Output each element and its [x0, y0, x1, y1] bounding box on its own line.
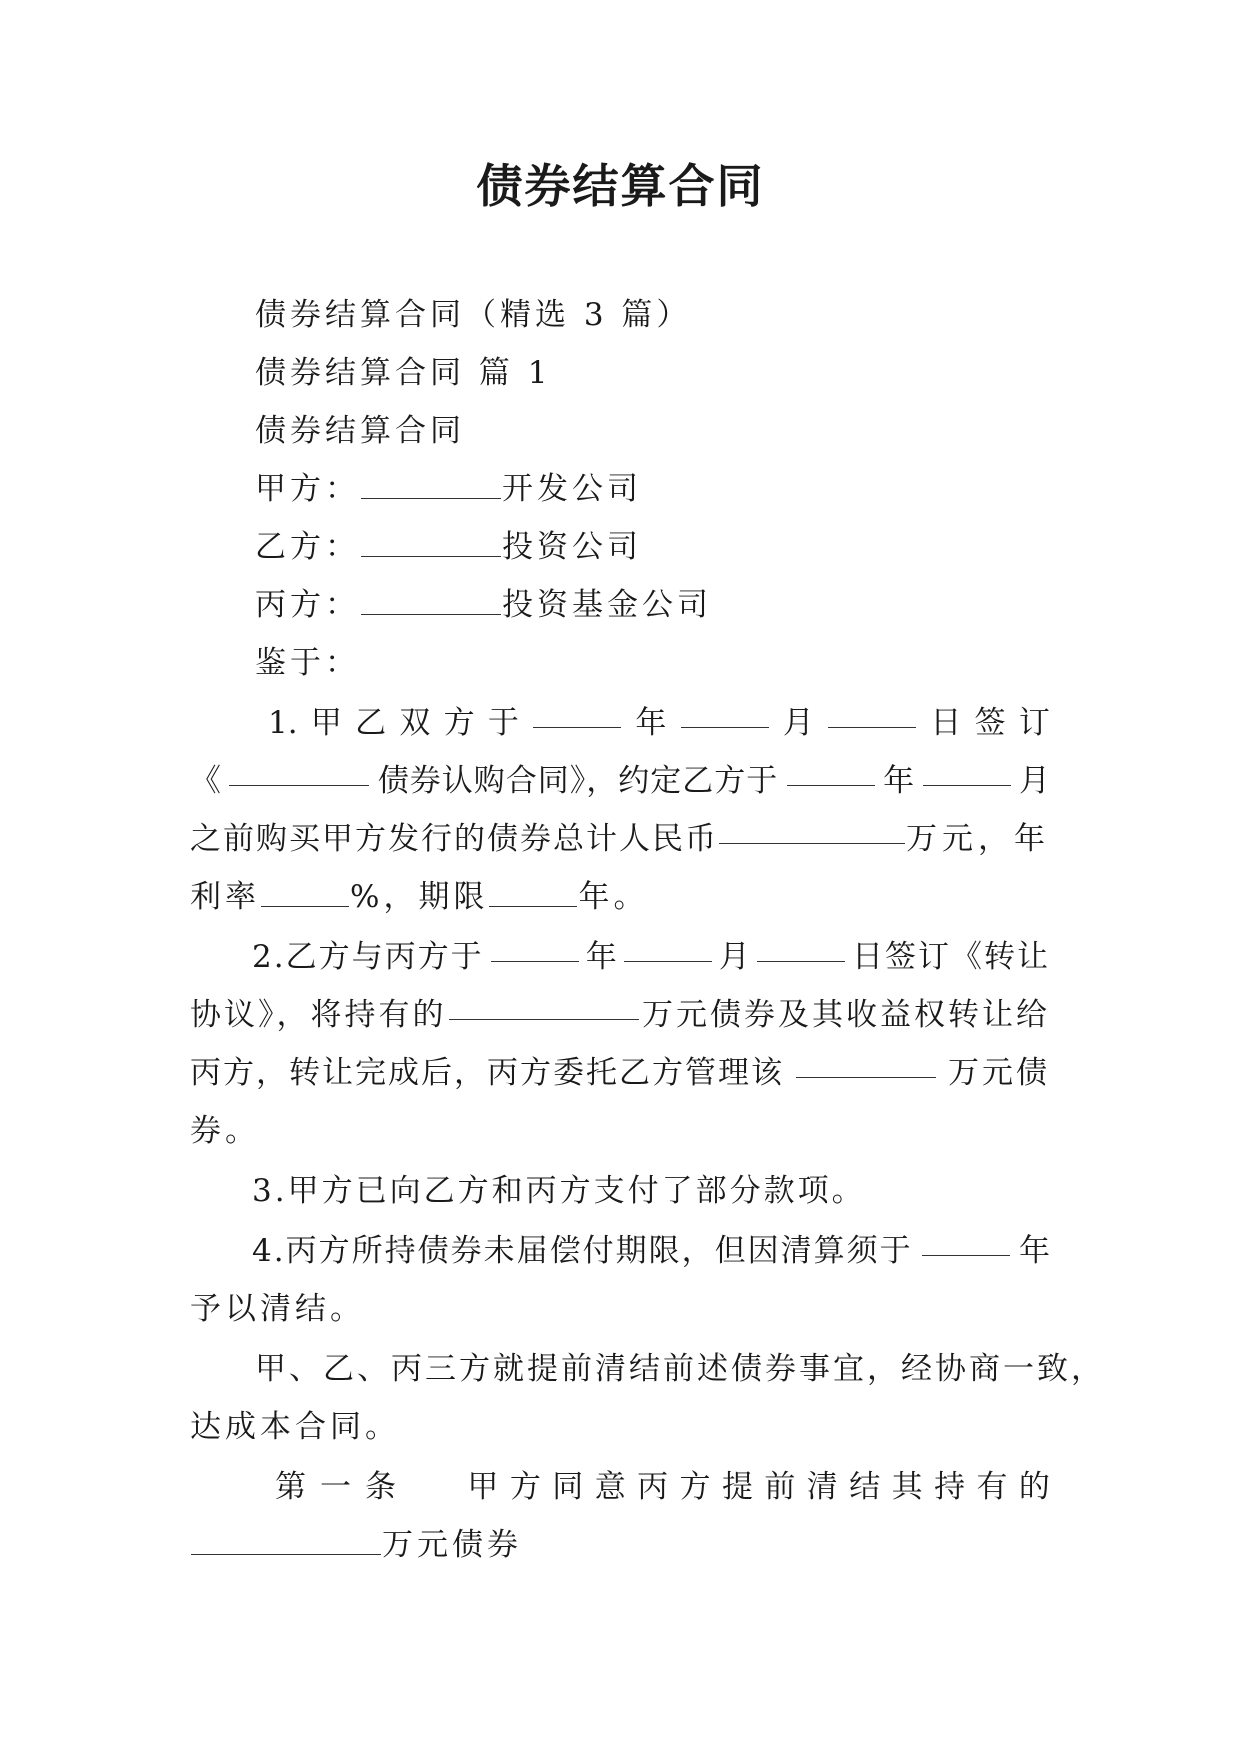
p1-num: 1.: [268, 705, 298, 741]
party-c-line: [255, 585, 712, 625]
party-b-line: [255, 527, 642, 567]
p1-l2b: 债券认购合同》，约定乙方于: [377, 763, 779, 799]
article1-char: 同: [552, 1469, 584, 1505]
p4-line2: 予以清结。: [190, 1291, 365, 1327]
p4-year-blank: [922, 1231, 1010, 1256]
p1-l4c: 年。: [578, 879, 649, 915]
article1-char: 提: [721, 1469, 753, 1505]
article1-char: 结: [849, 1469, 881, 1505]
article1-char: 丙: [637, 1469, 669, 1505]
document-title: 债券结算合同: [476, 159, 765, 213]
p2-l1c: 月: [718, 939, 750, 975]
p1-contract-blank: [229, 761, 369, 786]
p1-line1: [268, 703, 1050, 743]
p1-line4: [190, 877, 648, 917]
p1-l4a: 利率: [190, 879, 260, 915]
p1-char: 月: [782, 705, 814, 741]
p1-line2: [190, 761, 1050, 801]
p2-l2b: 万元债券及其收益权转让给: [642, 997, 1050, 1033]
p1-year-blank: [533, 703, 621, 728]
p1-l2c: 年: [883, 763, 915, 799]
article1-char: 的: [1018, 1469, 1050, 1505]
article1-char: 其: [891, 1469, 923, 1505]
p2-amount-blank: [449, 995, 639, 1020]
p2-l1a: 2.乙方与丙方于: [252, 939, 484, 975]
article1-char: 有: [976, 1469, 1008, 1505]
p1-char: 订: [1018, 705, 1050, 741]
p1-l3a: 之前购买甲方发行的债券总计人民币: [190, 821, 718, 857]
article1-char: 甲: [467, 1469, 499, 1505]
p2-year-blank: [491, 937, 579, 962]
article1-char: 方: [679, 1469, 711, 1505]
p1-month2-blank: [923, 761, 1011, 786]
contract-heading: 债券结算合同: [255, 413, 465, 449]
p1-amount-blank: [719, 819, 905, 844]
article1-char: 清: [806, 1469, 838, 1505]
p2-l1d: 日签订《转让: [851, 939, 1050, 975]
p1-l2a: 《: [190, 763, 221, 799]
article1-l2: 万元债券: [382, 1527, 522, 1563]
p4-l1a: 4.丙方所持债券未届偿付期限，但因清算须于: [252, 1233, 913, 1269]
article1-line1: [275, 1467, 1050, 1507]
p1-day-blank: [828, 703, 916, 728]
party-a-label: 甲方：: [255, 471, 360, 507]
p2-l2a: 协议》，将持有的: [190, 997, 447, 1033]
whereas-label: 鉴于：: [255, 645, 360, 681]
p1-char: 方: [443, 705, 475, 741]
party-b-suffix: 投资公司: [502, 529, 642, 565]
p1-term-blank: [489, 882, 577, 907]
p1-month-blank: [681, 703, 769, 728]
party-c-blank: [361, 590, 501, 615]
p2-month-blank: [624, 937, 712, 962]
article1-char: 前: [764, 1469, 796, 1505]
article1-char: 持: [934, 1469, 966, 1505]
p5-line2: 达成本合同。: [190, 1409, 400, 1445]
p2-l3b: 万元债: [948, 1055, 1050, 1091]
p5-line1: 甲、乙、丙三方就提前清结前述债券事宜，经协商一致，: [255, 1351, 1105, 1387]
subtitle: 债券结算合同（精选 3 篇）: [255, 297, 692, 333]
p4-l1b: 年: [1018, 1233, 1050, 1269]
p2-line4: 券。: [190, 1113, 260, 1149]
p1-char: 乙: [355, 705, 387, 741]
p1-line3: [190, 819, 1050, 859]
p1-char: 年: [635, 705, 667, 741]
party-a-line: [255, 469, 642, 509]
p2-line3: [190, 1053, 1050, 1093]
p1-l3b: 万元，年: [906, 821, 1050, 857]
p1-l2d: 月: [1018, 763, 1050, 799]
p1-year2-blank: [787, 761, 875, 786]
party-a-blank: [361, 474, 501, 499]
party-b-blank: [361, 532, 501, 557]
p1-char: 于: [487, 705, 519, 741]
party-a-suffix: 开发公司: [502, 471, 642, 507]
article1-label: 第一条: [275, 1469, 410, 1505]
p1-char: 双: [399, 705, 431, 741]
p2-l1b: 年: [585, 939, 617, 975]
p3-line: 3.甲方已向乙方和丙方支付了部分款项。: [252, 1173, 866, 1209]
p1-char: 签: [974, 705, 1006, 741]
p1-rate-blank: [261, 882, 349, 907]
p2-l3a: 丙方，转让完成后，丙方委托乙方管理该: [190, 1055, 784, 1091]
p1-char: 甲: [310, 705, 342, 741]
article1-amount-blank: [191, 1530, 381, 1555]
p2-managed-blank: [796, 1053, 936, 1078]
p2-line1: [252, 937, 1050, 977]
party-c-label: 丙方：: [255, 587, 360, 623]
article1-char: 方: [509, 1469, 541, 1505]
p1-l4b: %，期限: [350, 879, 489, 915]
party-c-suffix: 投资基金公司: [502, 587, 712, 623]
article1-char: 意: [594, 1469, 626, 1505]
p4-line1: [252, 1231, 1050, 1271]
p1-char: 日: [930, 705, 962, 741]
article1-line2: [190, 1525, 522, 1565]
p2-day-blank: [757, 937, 845, 962]
party-b-label: 乙方：: [255, 529, 360, 565]
section-heading: 债券结算合同 篇 1: [255, 355, 552, 391]
p2-line2: [190, 995, 1050, 1035]
